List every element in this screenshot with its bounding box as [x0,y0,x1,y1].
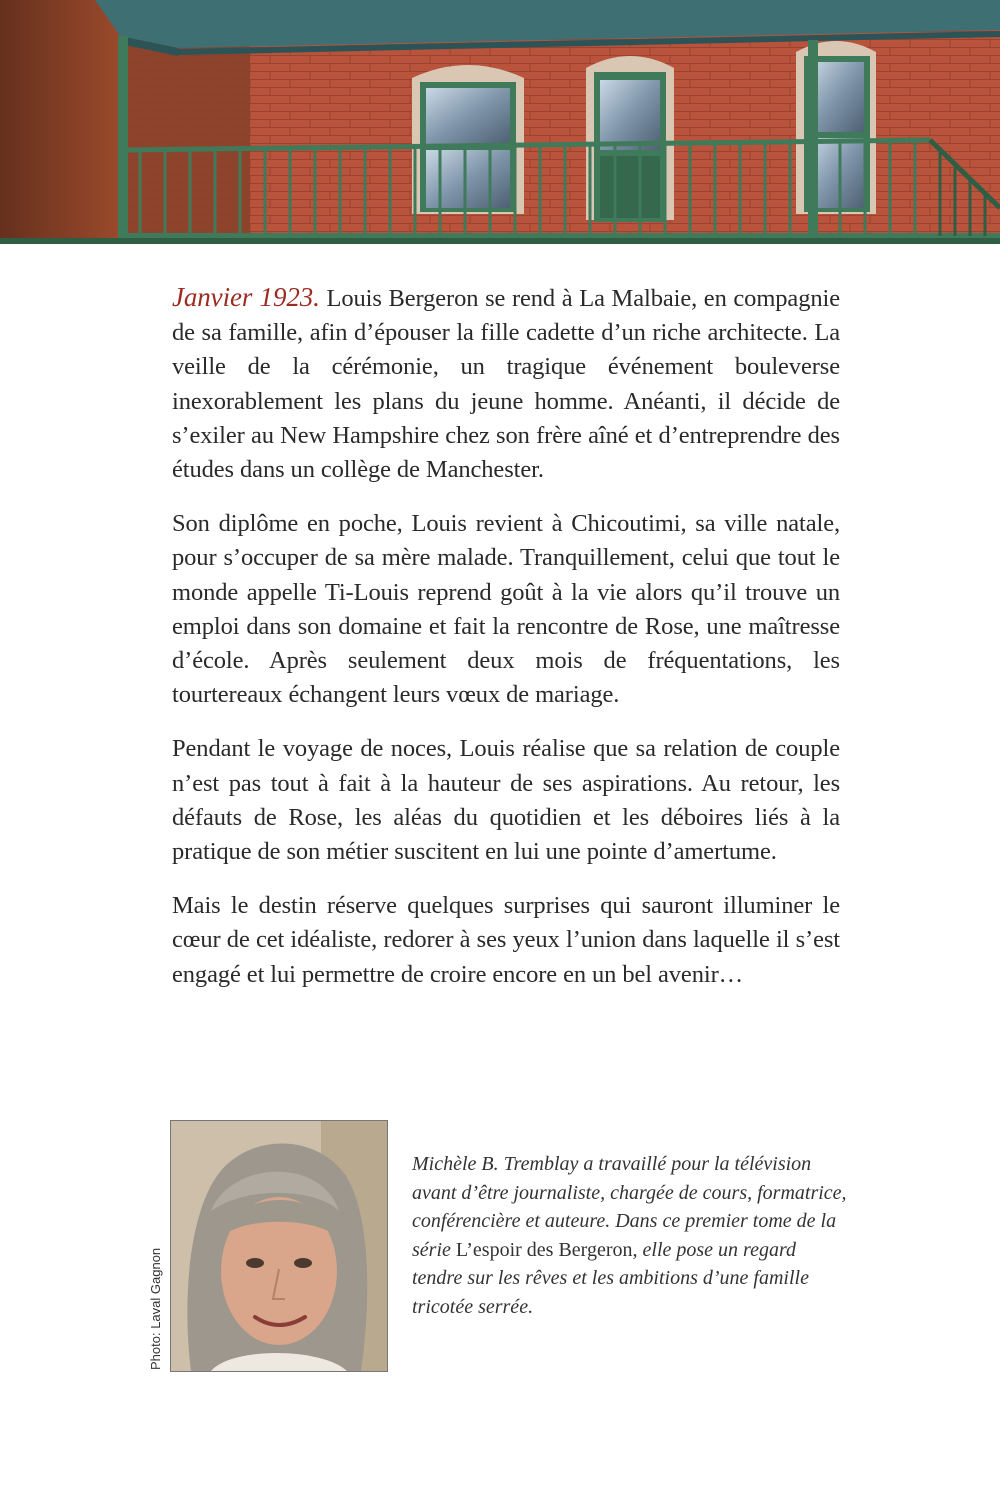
paragraph-1-text: Louis Bergeron se rend à La Malbaie, en compagnie de sa famille, afin d’épouser la fille cadette d’un riche architecte. La veille de la cérémonie, un tragique événement bouleverse inexorablement les plans du jeune homme. Anéanti, il décide de s’exiler au New Hampshire chez son frère aîné et d’entreprendre des études dans un collège de Manchester. [172,285,840,484]
photo-credit: Photo: Laval Gagnon [148,1247,163,1370]
lead-date: Janvier 1923. [172,282,320,312]
series-title: L’espoir des Bergeron, [455,1238,638,1261]
paragraph-3: Pendant le voyage de noces, Louis réalise que sa relation de couple n’est pas tout à fait à la hauteur de ses aspirations. Au retour, les défauts de Rose, les aléas du quotidien et les déboires liés à la pratique de son métier suscitent en lui une pointe d’amertume. [172,735,840,866]
cover-painting [0,0,1000,244]
bio-text-2: elle pose un regard tendre sur les rêves et les ambitions d’une famille tricotée serrée. [412,1238,809,1318]
window-left [412,65,524,214]
porch-post [118,36,128,244]
paragraph-1 [172,280,840,487]
paragraph-2: Son diplôme en poche, Louis revient à Chicoutimi, sa ville natale, pour s’occuper de sa mère malade. Tranquillement, celui que tout le monde appelle Ti-Louis reprend goût à la vie alors qu’il trouve un emploi dans son domaine et fait la rencontre de Rose, une maîtresse d’école. Après seulement deux mois de fréquentations, les tourtereaux échangent leurs vœux de mariage. [172,510,840,709]
back-cover-blurb [172,280,840,1012]
bio-text-1: Michèle B. Tremblay a travaillé pour la télévision avant d’être journaliste, chargée de cours, formatrice, conférencière et auteure. Dans ce premier tome de la série [412,1153,847,1261]
author-photo [170,1120,388,1372]
paragraph-4: Mais le destin réserve quelques surprises qui sauront illuminer le cœur de cet idéaliste, redorer à ses yeux l’union dans laquelle il s’est engagé et lui permettre de croire encore en un bel avenir… [172,892,840,988]
author-bio [412,1150,848,1321]
door-window [586,56,674,222]
